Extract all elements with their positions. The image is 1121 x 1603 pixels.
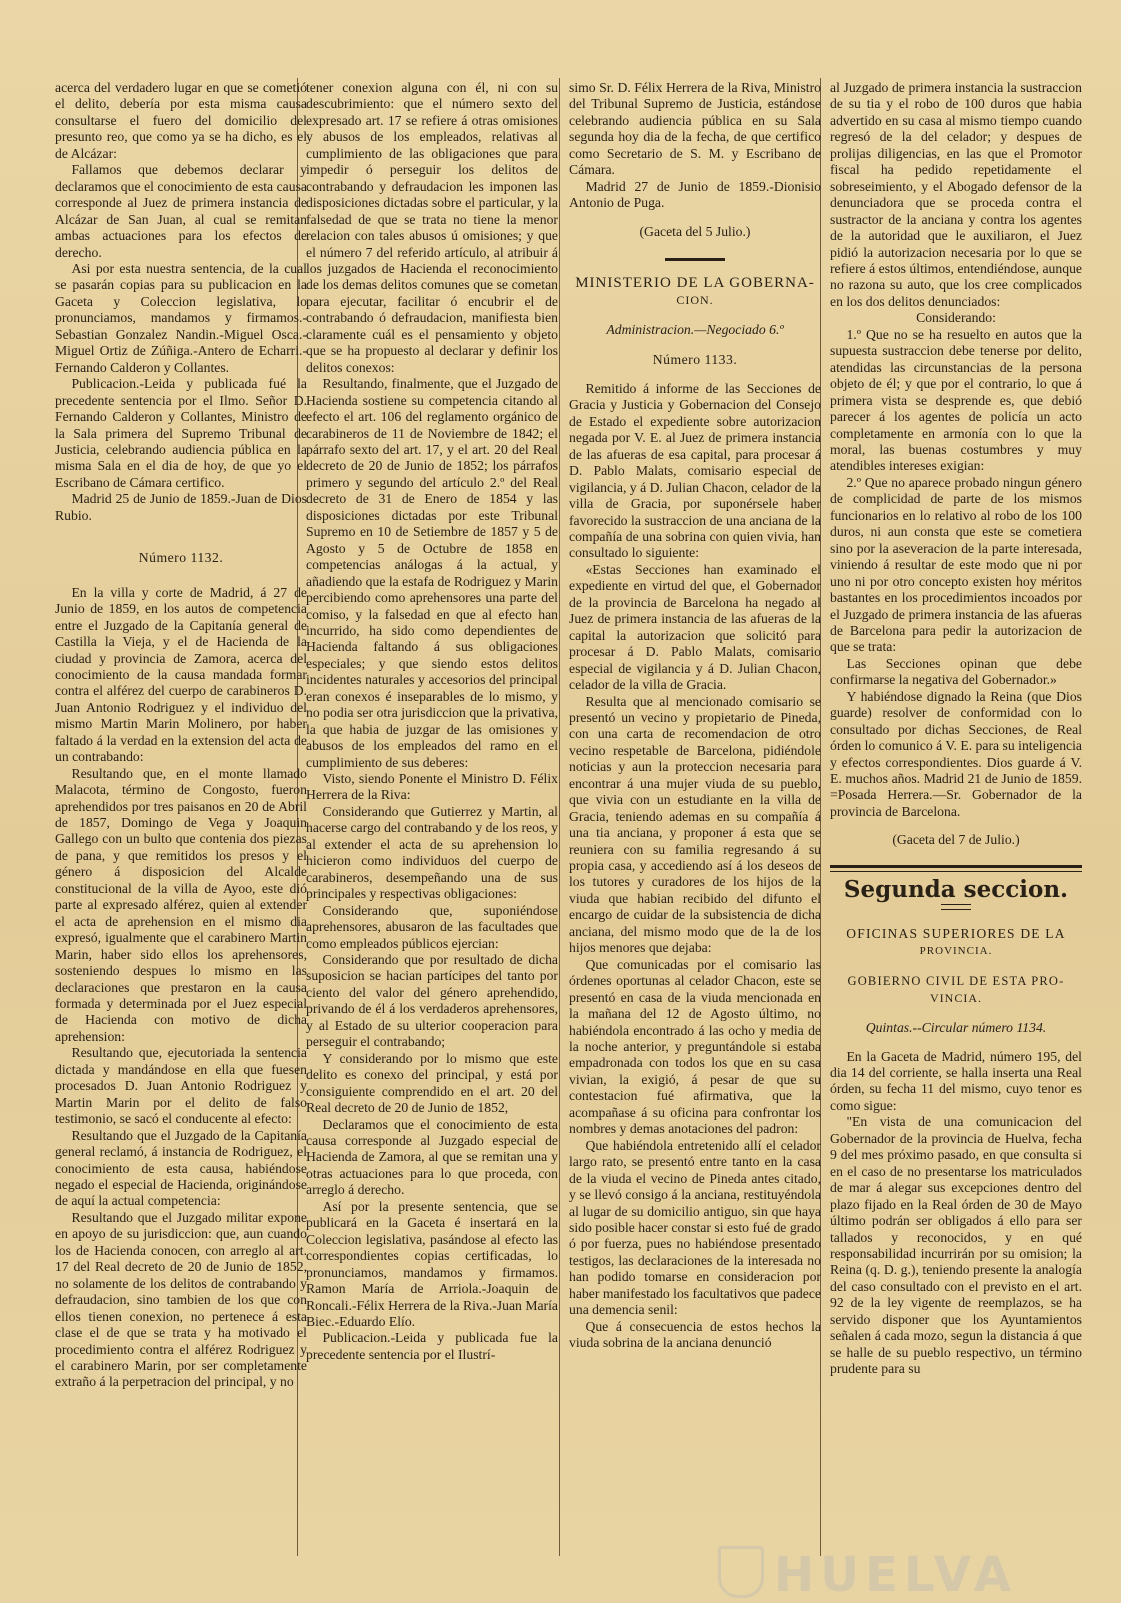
paragraph: Publicacion.-Leida y publicada fue la precedente sentencia por el Ilustrí- xyxy=(306,1330,558,1362)
paragraph: Publicacion.-Leida y publicada fué la precedente sentencia por el Ilmo. Señor D. Fernando Calderon y Collantes, Ministro de la Sala primera del Supremo Tribunal de Justicia, celebrando audiencia pública en la misma Sala en el dia de hoy, de que yo el Escribano de Cámara certifico. xyxy=(55,376,307,490)
column-2 xyxy=(306,80,558,1363)
paragraph: Madrid 25 de Junio de 1859.-Juan de Dios Rubio. xyxy=(55,491,307,523)
paragraph: Remitido á informe de las Secciones de Gracia y Justicia y Gobernacion del Consejo de Estado el expediente sobre autorizacion negada por V. E. al Juez de primera instancia de las afueras de esa capital, para procesar á D. Pablo Malats, comisario especial de vigilancia, y á D. Julian Chacon, celador de la villa de Gracia, por suponérsele haber favorecido la sustraccion de una anciana de la compañía de una sobrina con quien vivia, han consultado lo siguiente: xyxy=(569,380,821,561)
government-heading: GOBIERNO CIVIL DE ESTA PRO- xyxy=(847,974,1065,989)
gaceta-reference: (Gaceta del 5 Julio.) xyxy=(639,223,751,239)
paragraph: acerca del verdadero lugar en que se cometió el delito, debería por esta misma causa consultarse el fuero del domicilio del presunto reo, que como ya se ha dicho, es el de Alcázar: xyxy=(55,80,307,161)
paragraph: Resultando que, en el monte llamado Malacota, término de Congosto, fueron aprehendidos por tres paisanos en 20 de Abril de 1857, Domingo de Vega y Joaquin Gallego con un bulto que contenia dos piezas de pana, y que remitidos los presos y el género á disposicion del Alcalde constitucional de la villa de Ayoo, este dió parte al expresado alférez, quien al extender el acta de aprehension en el mismo dia expresó, igualmente que el carabinero Martin Marin, haber sido ellos los aprehensores, sosteniendo despues lo mismo en las declaraciones que prestaron en la causa formada y determinada por el Juez especial de Hacienda con motivo de dicha aprehension: xyxy=(55,765,307,1044)
section-title: Segunda seccion. xyxy=(843,875,1069,903)
gaceta-reference: (Gaceta del 7 de Julio.) xyxy=(892,832,1020,848)
government-heading-cont: VINCIA. xyxy=(930,990,982,1005)
column-3 xyxy=(569,80,821,1352)
office-heading: OFICINAS SUPERIORES DE LA xyxy=(846,926,1066,942)
paragraph: En la Gaceta de Madrid, número 195, del dia 14 del corriente, se halla inserta una Real órden, su fecha 11 del mismo, cuyo tenor es como sigue: xyxy=(830,1048,1082,1113)
paragraph: Resultando que el Juzgado militar expone en apoyo de su jurisdiccion: que, aun cuando los de Hacienda conocen, con arreglo al art. 17 del Real decreto de 20 de Junio de 1852, no solamente de los delitos de contrabando y defraudacion, sino tambien de los que con ellos tienen conexion, no pertenece á esta clase el de que se trata y ha motivado el procedimiento contra el alférez Rodriguez y el carabinero Marin, por ser completamente extraño á la perpetracion del principal, y no xyxy=(55,1209,307,1390)
ministry-heading: MINISTERIO DE LA GOBERNA- xyxy=(575,275,815,292)
paragraph: Fallamos que debemos declarar y declaramos que el conocimiento de esta causa corresponde al Juez de primera instancia de Alcázar de San Juan, al cual se remitan ambas actuaciones para los efectos de derecho. xyxy=(55,162,307,260)
column-4 xyxy=(830,80,1082,1378)
paragraph: Madrid 27 de Junio de 1859.-Dionisio Antonio de Puga. xyxy=(569,178,821,211)
paragraph: Visto, siendo Ponente el Ministro D. Félix Herrera de la Riva: xyxy=(306,771,558,803)
watermark-text: HUELVA xyxy=(774,1547,1017,1603)
column-divider xyxy=(559,78,560,1556)
paragraph: Considerando: xyxy=(916,310,996,326)
paragraph: Y habiéndose dignado la Reina (que Dios guarde) resolver de conformidad con lo consultado por dichas Secciones, de Real órden lo comunico á V. E. para su inteligencia y efectos correspondientes. Dios guarde á V. E. muchos años. Madrid 21 de Junio de 1859. =Posada Herrera.—Sr. Gobernador de la provincia de Barcelona. xyxy=(830,688,1082,819)
paragraph: Resultando que, ejecutoriada la sentencia dictada y mandándose en ella que fuesen procesados D. Juan Antonio Rodriguez y Martin Marin por el delito de falso testimonio, se sacó el conducente al efecto: xyxy=(55,1045,307,1127)
ministry-heading-cont: CION. xyxy=(676,292,714,307)
paragraph: Que comunicadas por el comisario las órdenes oportunas al celador Chacon, este se presentó en casa de la viuda mencionada en la mañana del 12 de Agosto último, no habiéndola encontrado á las ocho y media de la noche anterior, y preguntándole si estaba empadronada con todos los que en su casa vivian, la exigió, á pesar de que su contestacion fué afirmativa, que la acompañase á su oficina para confrontar los nombres y demas anotaciones del padron: xyxy=(569,956,821,1137)
paragraph: Resultando, finalmente, que el Juzgado de Hacienda sostiene su competencia citando al efecto el art. 106 del reglamento orgánico de carabineros de 11 de Noviembre de 1842; el párrafo sexto del art. 17, y el art. 20 del Real decreto de 20 de Junio de 1852; los párrafos primero y segundo del artículo 2.º del Real decreto de 31 de Enero de 1854 y las disposiciones dictadas por este Tribunal Supremo en 10 de Setiembre de 1857 y 5 de Agosto y 5 de Octubre de 1858 en competencias análogas á la actual, y añadiendo que la estafa de Rodriguez y Marin percibiendo como aprehensores una parte del comiso, y la falsedad en que al efecto han incurrido, ha sido como dependientes de Hacienda faltando á sus obligaciones especiales; y que siendo estos delitos incidentes naturales y accesorios del principal eran conexos é inseparables de lo mismo, y no podia ser otra jurisdiccion que la privativa, la que habia de juzgar de las omisiones y abusos de los empleados del ramo en el cumplimiento de sus deberes: xyxy=(306,376,558,770)
paragraph: En la villa y corte de Madrid, á 27 de Junio de 1859, en los autos de competencia entre el Juzgado de la Capitanía general de Castilla la Vieja, y el de Hacienda de la ciudad y provincia de Zamora, acerca del conocimiento de la causa mandada formar contra el alférez del cuerpo de carabineros D. Juan Antonio Rodriguez y el individuo del mismo Martin Marin Molinero, por haber faltado á la verdad en la extension del acta de un contrabando: xyxy=(55,584,307,765)
paragraph: tener conexion alguna con él, ni con su descubrimiento: que el número sexto del expresado art. 17 se refiere á otras omisiones y abusos de los empleados, relativas al cumplimiento de las obligaciones que para impedir ó perseguir los delitos de contrabando y defraudacion les imponen las disposiciones dictadas sobre el particular, y la falsedad de que se trata no tiene la menor relacion con tales abusos ú omisiones; y que el número 7 del referido artículo, al atribuir á los juzgados de Hacienda el reconocimiento de los demas delitos comunes que se cometan para ejecutar, facilitar ó encubrir el de contrabando ó defraudacion, manifiesta bien claramente cuál es el pensamiento y objeto que se ha propuesto al declarar y definir los delitos conexos: xyxy=(306,80,558,375)
paragraph: Declaramos que el conocimiento de esta causa corresponde al Juzgado especial de Hacienda de Zamora, al que se remitan una y otras actuaciones para lo que proceda, con arreglo á derecho. xyxy=(306,1116,558,1198)
paragraph: "En vista de una comunicacion del Gobernador de la provincia de Huelva, fecha 9 del mes próximo pasado, en que consulta si en el caso de no presentarse los matriculados de mar á alegar sus excepciones dentro del plazo fijado en la Real órden de 30 de Mayo último podrán ser obligados á ello para ser tallados y reconocidos, y en qué responsabilidad incurrirán por su omision; la Reina (q. D. g.), teniendo presente la analogía del caso consultado con el previsto en el art. 92 de la ley vigente de reemplazos, se ha servido disponer que los Ayuntamientos señalen á cada mozo, segun la distancia á que se halle de su pueblo respectivo, un término prudente para su xyxy=(830,1114,1082,1377)
paragraph: 1.º Que no se ha resuelto en autos que la supuesta sustraccion debe tenerse por delito, atendidas las circunstancias de la persona objeto de él; y que por el contrario, lo que á primera vista se desprende es, que debió parecer á los agentes de policía un acto completamente en armonía con lo que la moral, las buenas costumbres y muy atendibles intereses exigian: xyxy=(830,326,1082,474)
column-1 xyxy=(55,80,307,1391)
circular-heading: Quintas.--Circular número 1134. xyxy=(865,1020,1047,1036)
section-separator xyxy=(830,865,1082,872)
office-heading-cont: PROVINCIA. xyxy=(919,944,993,957)
paragraph: 2.º Que no aparece probado ningun género de complicidad de parte de los mismos funcionarios en lo relativo al robo de los 100 duros, ni aun consta que este se cometiera sino por la aseveracion de la parte interesada, viniendo á resultar de este modo que ni por uno ni por otro concepto existen hoy méritos bastantes en los procedimientos incoados por el Juzgado de primera instancia de las afueras de Barcelona para pedir la autorizacion de que se trata: xyxy=(830,474,1082,655)
paragraph: Considerando que Gutierrez y Martin, al hacerse cargo del contrabando y de los reos, y al extender el acta de su aprehension lo hicieron como individuos del cuerpo de carabineros, desempeñando una de sus principales y respectivas obligaciones: xyxy=(306,803,558,902)
separator-rule xyxy=(665,258,725,261)
item-number-heading: Número 1132. xyxy=(138,550,224,566)
department-heading: Administracion.—Negociado 6.º xyxy=(606,321,784,337)
paragraph: Y considerando por lo mismo que este delito es conexo del principal, y está por consiguiente comprendido en el art. 20 del Real decreto de 20 de Junio de 1852, xyxy=(306,1050,558,1116)
paragraph: Considerando que por resultado de dicha suposicion se hacian partícipes del tanto por ciento del valor del género aprehendido, privando de él á los verdaderos aprehensores, y al Estado de su ulterior cooperacion para perseguir el contrabando; xyxy=(306,952,558,1050)
paragraph: Resulta que al mencionado comisario se presentó un vecino y propietario de Pineda, con una carta de recomendacion de otro vecino respetable de Barcelona, pidiéndole noticias y aun la proteccion necesaria para encontrar á una mujer viuda de su pueblo, que vivia con un estudiante en la villa de Gracia, teniendo ademas en su compañía á una tia anciana, y proponer á esta que se reuniera con su familia regresando á su propia casa, y accediendo así á los deseos de los tutores y curadores de los hijos de la viuda que habian recibido del difunto el encargo de cuidar de la subsistencia de dicha anciana, del mismo modo que de la de los hijos menores que dejaba: xyxy=(569,693,821,956)
paragraph: Resultando que el Juzgado de la Capitanía general reclamó, á instancia de Rodriguez, el conocimiento de esta causa, habiéndose negado el especial de Hacienda, originándose de aquí la actual competencia: xyxy=(55,1127,307,1209)
item-number-heading: Número 1133. xyxy=(652,352,738,368)
paragraph: Asi por esta nuestra sentencia, de la cual se pasarán copias para su publicacion en la Gaceta y Coleccion legislativa, lo pronunciamos, mandamos y firmamos.-Sebastian Gonzalez Nandin.-Miguel Osca.-Miguel Ortiz de Zúñiga.-Antero de Echarri.-Fernando Calderon y Collantes. xyxy=(55,260,307,375)
paragraph: Las Secciones opinan que debe confirmarse la negativa del Gobernador.» xyxy=(830,655,1082,688)
ornament-rule xyxy=(941,904,971,910)
paragraph: Que habiéndola entretenido allí el celador largo rato, se presentó entre tanto en la casa de la viuda el vecino de Pineda antes citado, y se llevó consigo á la anciana, restituyéndola al lugar de su domicilio antiguo, sin que haya sido posible hacer constar si esto fué de grado ó por fuerza, pues no habiéndose presentado testigos, las declaraciones de la interesada no han podido tomarse en consideracion por haber manifestado los facultativos que padece una demencia senil: xyxy=(569,1137,821,1318)
paragraph: Que á consecuencia de estos hechos la viuda sobrina de la anciana denunció xyxy=(569,1318,821,1351)
paragraph: Considerando que, suponiéndose aprehensores, abusaron de las facultades que como empleados públicos ejercian: xyxy=(306,902,558,951)
paragraph: simo Sr. D. Félix Herrera de la Riva, Ministro del Tribunal Supremo de Justicia, estándose celebrando audiencia pública en su Sala segunda hoy dia de la fecha, de que certifico como Secretario de S. M. y Escribano de Cámara. xyxy=(569,80,821,178)
paragraph: Así por la presente sentencia, que se publicará en la Gaceta é insertará en la Coleccion legislativa, pasándose al efecto las correspondientes copias certificadas, lo pronunciamos, mandamos y firmamos. Ramon María de Arriola.-Joaquin de Roncali.-Félix Herrera de la Riva.-Juan María Biec.-Eduardo Elío. xyxy=(306,1198,558,1329)
paragraph: al Juzgado de primera instancia la sustraccion de su tia y el robo de 100 duros que habia advertido en su casa al mismo tiempo cuando regresó de la del celador; y despues de prolijas diligencias, en las que el Promotor fiscal ha pedido repetidamente el sobreseimiento, y el Abogado defensor de la denunciadora que se proceda contra el sustractor de la anciana y contra los agentes de la autoridad que le auxiliaron, el Juez pidió la autorizacion necesaria por lo que se refiere á estos últimos, entendiéndose, aunque no razona su auto, que los cree complicados en los dos delitos denunciados: xyxy=(830,80,1082,309)
paragraph: «Estas Secciones han examinado el expediente en virtud del que, el Gobernador de la provincia de Barcelona ha negado al Juez de primera instancia de las afueras de la capital la autorizacion que solicitó para procesar á D. Pablo Malats, comisario especial de vigilancia y á D. Julian Chacon, celador de la villa de Gracia. xyxy=(569,561,821,693)
